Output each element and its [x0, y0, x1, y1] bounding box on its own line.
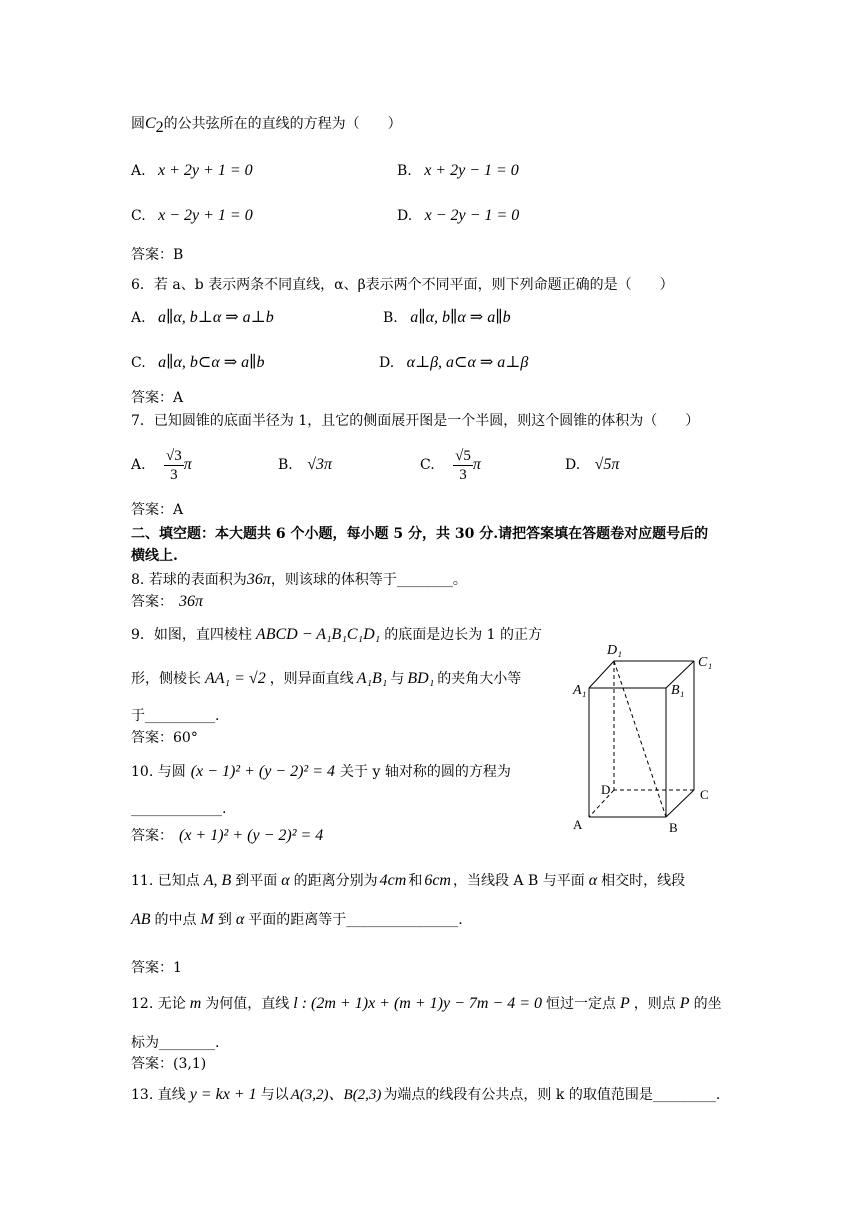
option-label: A. — [131, 310, 146, 326]
q6-answer: 答案：A — [131, 390, 184, 406]
label-b: B — [669, 820, 678, 835]
label-d1: D₁ — [607, 643, 622, 658]
option-label: B. — [278, 457, 293, 473]
q11-line2: AB 的中点 M 到 α 平面的距离等于________________. — [131, 911, 463, 928]
q6-stem: 6．若 a、b 表示两条不同直线，α、β表示两个不同平面，则下列命题正确的是（ ） — [131, 277, 674, 293]
edge-d1a1 — [589, 661, 614, 688]
q6-option-b — [383, 308, 511, 328]
option-fraction: $\frac{√3}{3}$ — [166, 447, 182, 483]
label-d: D — [601, 782, 611, 797]
q5-stem-sub: 2 — [155, 118, 164, 136]
section-heading-cont: 横线上. — [131, 548, 178, 564]
q10-stem: 10. 与圆 (x − 1)² + (y − 2)² = 4 关于 y 轴对称的圆的方程为 — [131, 763, 511, 780]
option-expr: √5π — [594, 456, 620, 473]
q5-option-a — [131, 161, 253, 181]
option-label: C. — [420, 457, 435, 473]
label-b1: B₁ — [671, 683, 685, 698]
option-expr: √3π — [307, 456, 332, 473]
q8-stem: 8. 若球的表面积为36π，则该球的体积等于________。 — [131, 571, 467, 588]
option-expr: a∥α, b⊂α ⇒ a∥b — [158, 354, 265, 371]
option-label: C. — [131, 208, 146, 224]
q11-answer: 答案：1 — [131, 960, 182, 976]
q5-stem-post: 的公共弦所在的直线的方程为（ ） — [163, 116, 402, 132]
q9-answer: 答案：60° — [131, 730, 198, 746]
option-label: A. — [131, 457, 146, 473]
label-c: C — [700, 787, 709, 802]
prism-figure — [565, 636, 725, 841]
option-fraction: $\frac{√5}{3}$ — [455, 447, 471, 483]
option-expr: a∥α, b∥α ⇒ a∥b — [410, 309, 511, 326]
option-label: A. — [131, 163, 146, 179]
q12-answer: 答案：(3,1) — [131, 1056, 207, 1072]
option-expr: x + 2y + 1 = 0 — [158, 162, 253, 179]
q13-stem: 13. 直线 y = kx + 1 与以 A(3,2)、B(2,3) 为端点的线段有公共点，则 k 的取值范围是_________. — [131, 1086, 721, 1103]
q11-line1: 11. 已知点 A, B 到平面 α 的距离分别为 4cm 和 6cm ，当线段 A B 与平面 α 相交时，线段 — [131, 872, 686, 889]
q7-option-d — [565, 455, 619, 475]
option-label: D. — [397, 208, 413, 224]
q7-option-b — [278, 455, 332, 475]
option-label: D. — [379, 355, 395, 371]
q7-option-a: A. $\frac{√3}{3}$ π — [131, 447, 192, 483]
q10-line2: _____________. — [131, 801, 227, 817]
diagonal-bd1 — [614, 661, 666, 817]
section-heading: 二、填空题：本大题共 6 个小题，每小题 5 分，共 30 分.请把答案填在答题卷对应题号后的 — [131, 526, 709, 542]
q5-option-b — [397, 161, 519, 181]
q12-line2: 标为________. — [131, 1035, 220, 1051]
option-label: C. — [131, 355, 146, 371]
option-expr: α⊥β, a⊂α ⇒ a⊥β — [406, 354, 529, 371]
option-expr: a∥α, b⊥α ⇒ a⊥b — [158, 309, 274, 326]
label-c1: C₁ — [698, 655, 713, 670]
q5-stem — [131, 114, 402, 138]
q5-option-d — [397, 206, 519, 226]
q9-line3: 于__________. — [131, 708, 220, 724]
label-a1: A₁ — [573, 683, 587, 698]
q6-option-d — [379, 353, 528, 373]
q7-option-c: C. $\frac{√5}{3}$ π — [420, 447, 481, 483]
q6-option-a — [131, 308, 274, 328]
option-label: B. — [383, 310, 398, 326]
label-a: A — [573, 817, 583, 832]
q12-line1: 12. 无论 m 为何值，直线 l : (2m + 1)x + (m + 1)y − 7m − 4 = 0 恒过一定点 P ，则点 P 的坐 — [131, 995, 722, 1012]
edge-bc — [666, 790, 694, 817]
option-expr: x − 2y + 1 = 0 — [158, 207, 253, 224]
option-expr: x − 2y − 1 = 0 — [424, 207, 520, 224]
option-label: B. — [397, 163, 412, 179]
q5-stem-pre: 圆 — [131, 116, 145, 132]
option-label: D. — [565, 457, 581, 473]
q9-line1: 9．如图，直四棱柱 ABCD − A₁B₁C₁D₁ 的底面是边长为 1 的正方 — [131, 626, 543, 643]
option-expr: x + 2y − 1 = 0 — [424, 162, 519, 179]
q5-option-c — [131, 206, 253, 226]
q6-option-c — [131, 353, 265, 373]
q8-answer: 答案： 36π — [131, 593, 204, 610]
q9-line2: 形，侧棱长 AA₁ = √2 ，则异面直线 A₁B₁ 与 BD₁ 的夹角大小等 — [131, 670, 522, 687]
q7-stem: 7．已知圆锥的底面半径为 1，且它的侧面展开图是一个半圆，则这个圆锥的体积为（ ） — [131, 413, 700, 429]
q7-answer: 答案：A — [131, 502, 184, 518]
q10-answer: 答案： (x + 1)² + (y − 2)² = 4 — [131, 827, 324, 844]
q5-answer: 答案：B — [131, 247, 184, 263]
q5-stem-var: C — [145, 115, 156, 132]
